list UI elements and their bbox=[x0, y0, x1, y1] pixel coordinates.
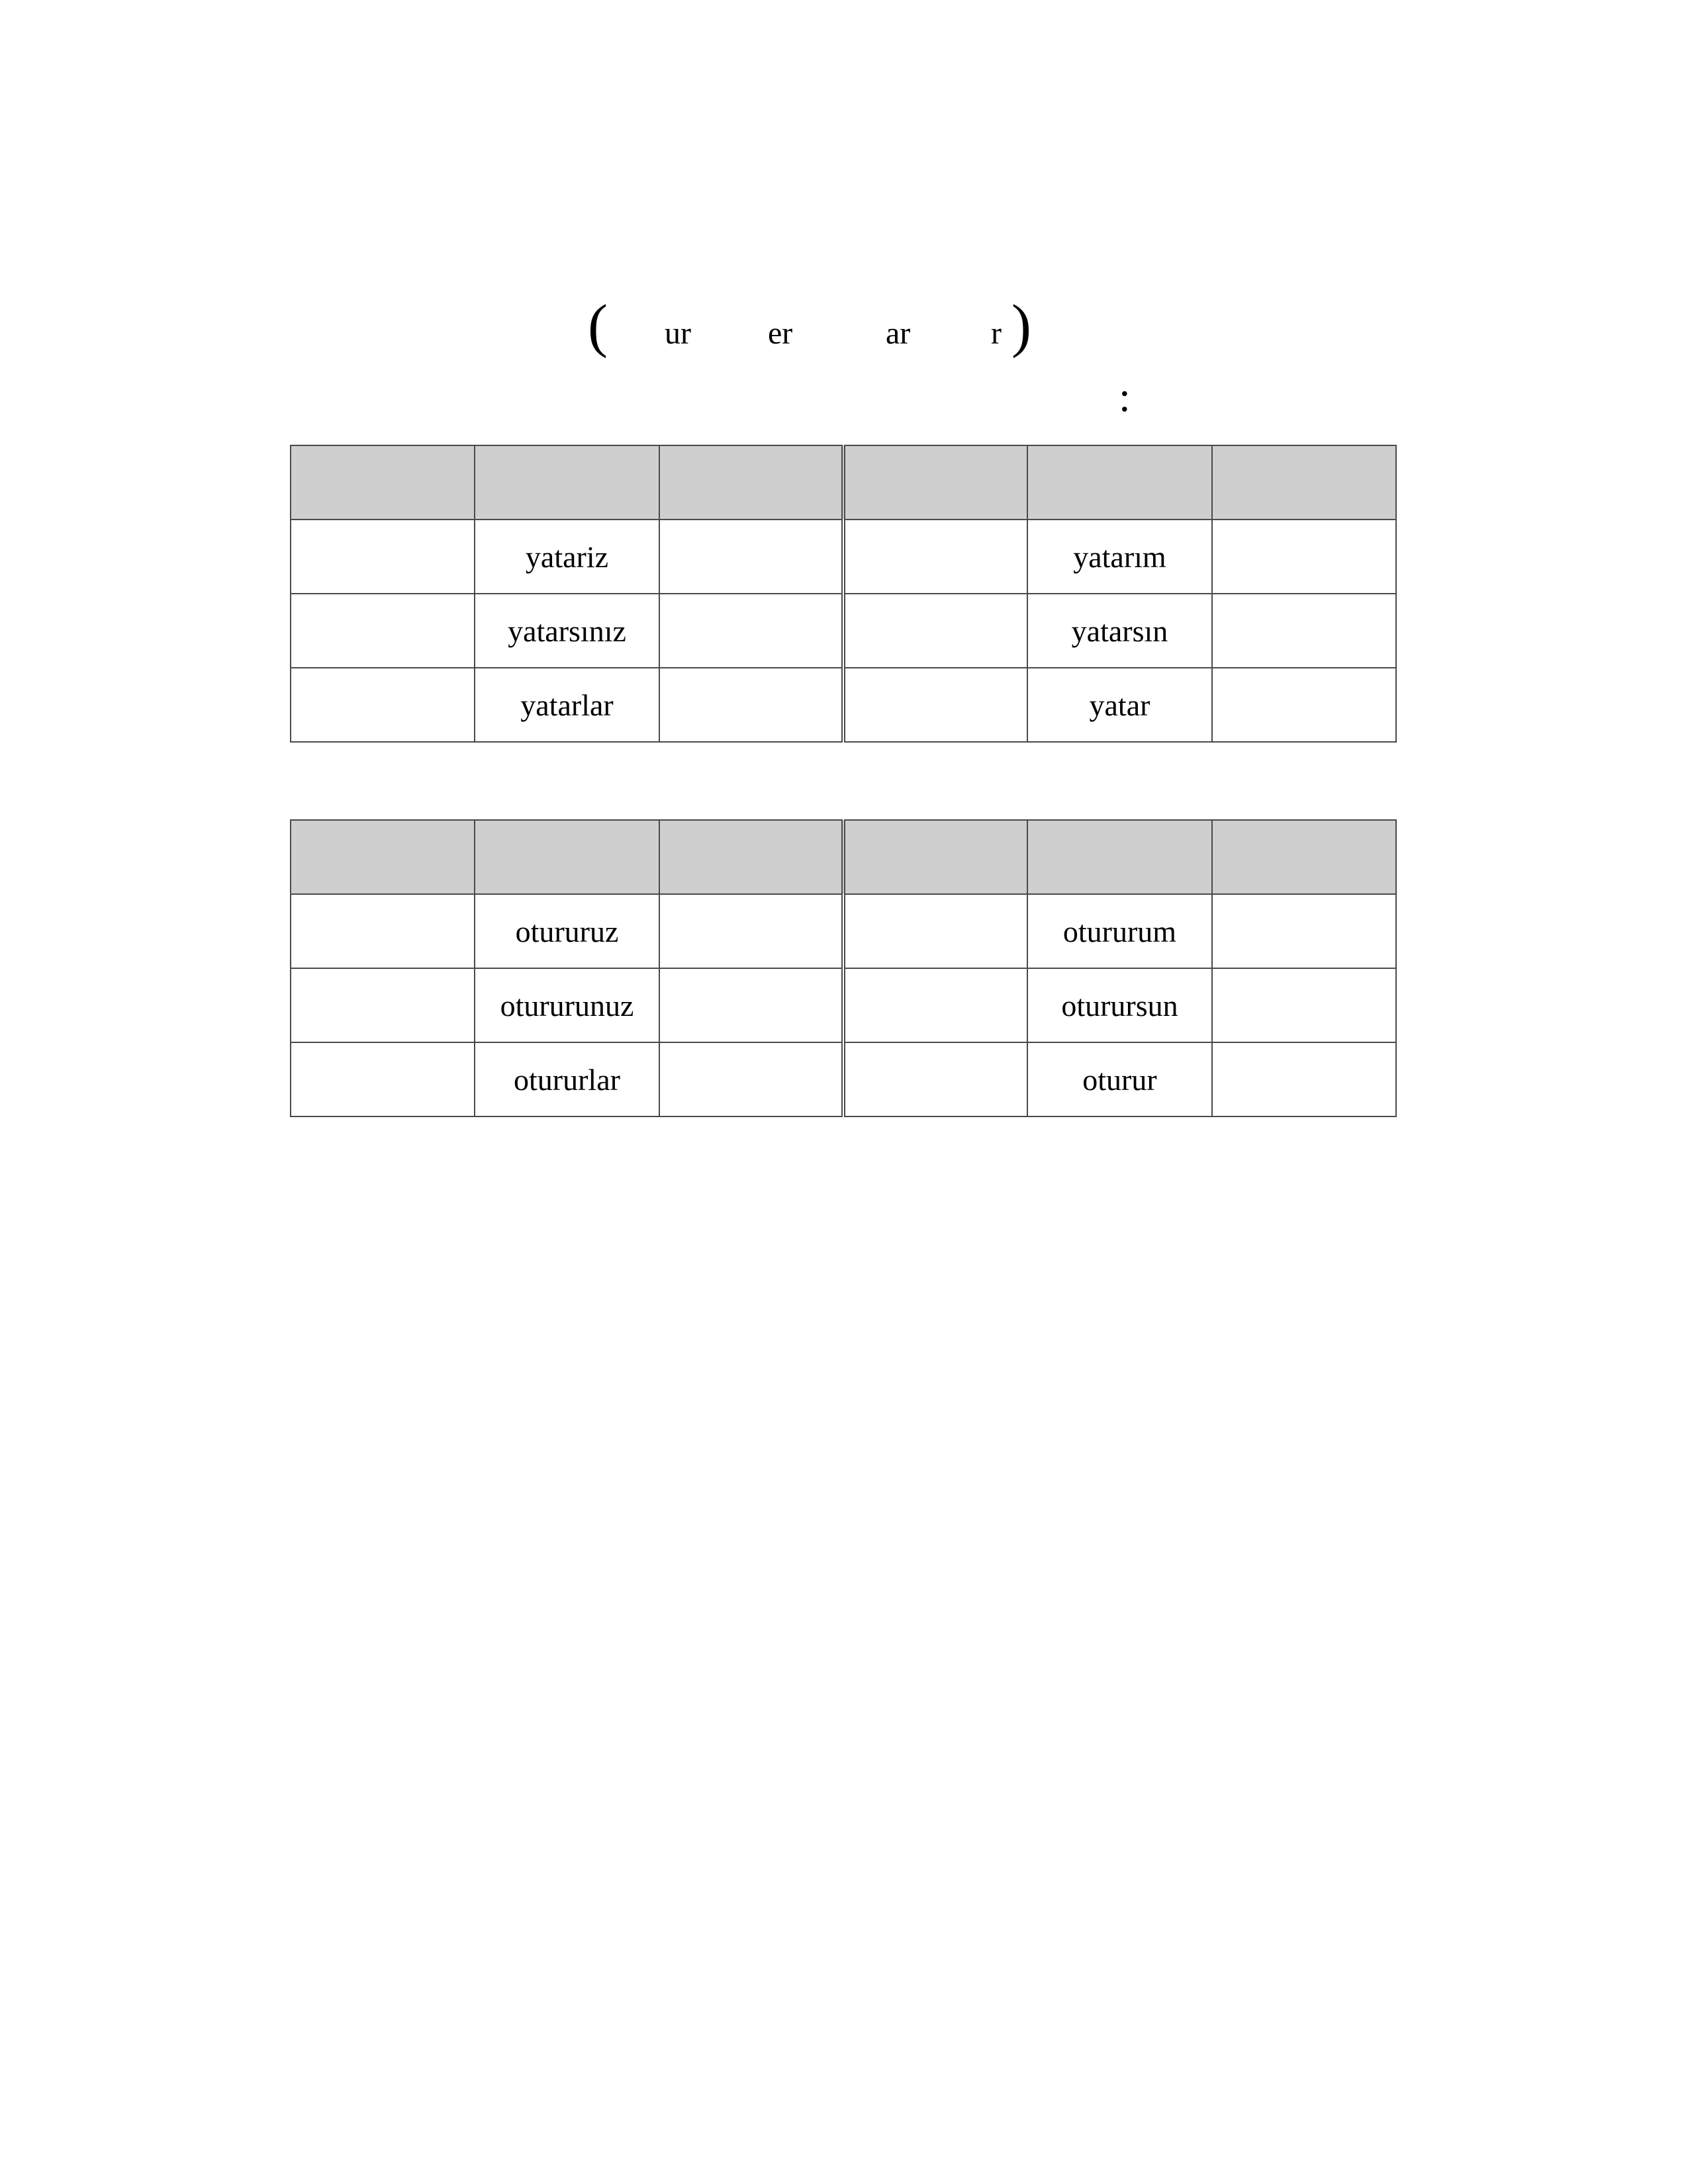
header-cell bbox=[1212, 445, 1396, 520]
header-cell bbox=[291, 820, 475, 894]
table-cell bbox=[1212, 668, 1396, 742]
table-cell bbox=[291, 594, 475, 668]
table-cell bbox=[291, 894, 475, 968]
header-cell bbox=[475, 445, 659, 520]
table-cell bbox=[843, 520, 1027, 594]
plural-form-cell: otururlar bbox=[475, 1042, 659, 1116]
table-cell bbox=[843, 668, 1027, 742]
table-row bbox=[291, 520, 1396, 594]
table-cell bbox=[1212, 894, 1396, 968]
singular-form-cell: yatarım bbox=[1027, 520, 1211, 594]
table-cell bbox=[659, 520, 843, 594]
table-cell bbox=[1212, 968, 1396, 1042]
table-cell bbox=[843, 1042, 1027, 1116]
table-cell bbox=[843, 594, 1027, 668]
open-parenthesis: ( bbox=[588, 293, 608, 359]
header-cell bbox=[1212, 820, 1396, 894]
table-cell bbox=[291, 520, 475, 594]
table-cell bbox=[1212, 594, 1396, 668]
suffix-ur: ur bbox=[665, 316, 691, 351]
conjugation-table-yatmak bbox=[290, 445, 1397, 743]
table-cell bbox=[659, 668, 843, 742]
table-row bbox=[291, 1042, 1396, 1116]
table-cell bbox=[843, 894, 1027, 968]
table-cell bbox=[659, 968, 843, 1042]
header-cell bbox=[659, 820, 843, 894]
plural-form-cell: yatariz bbox=[475, 520, 659, 594]
table-cell bbox=[1212, 1042, 1396, 1116]
header-cell bbox=[1027, 820, 1211, 894]
conjugation-table-oturmak bbox=[290, 819, 1397, 1117]
singular-form-cell: oturur bbox=[1027, 1042, 1211, 1116]
plural-form-cell: otururunuz bbox=[475, 968, 659, 1042]
suffix-ar: ar bbox=[886, 316, 911, 351]
table-header-row bbox=[291, 820, 1396, 894]
colon-mark: : bbox=[1119, 373, 1131, 420]
table-cell bbox=[659, 1042, 843, 1116]
header-cell bbox=[475, 820, 659, 894]
table-cell bbox=[659, 894, 843, 968]
table-row bbox=[291, 668, 1396, 742]
table-cell bbox=[659, 594, 843, 668]
plural-form-cell: yatarlar bbox=[475, 668, 659, 742]
table-cell bbox=[843, 968, 1027, 1042]
close-parenthesis: ) bbox=[1011, 293, 1031, 359]
table-row bbox=[291, 894, 1396, 968]
header-cell bbox=[659, 445, 843, 520]
plural-form-cell: yatarsınız bbox=[475, 594, 659, 668]
plural-form-cell: otururuz bbox=[475, 894, 659, 968]
table-cell bbox=[291, 968, 475, 1042]
header-cell bbox=[291, 445, 475, 520]
singular-form-cell: otururum bbox=[1027, 894, 1211, 968]
suffix-r: r bbox=[991, 316, 1002, 351]
suffix-er: er bbox=[768, 316, 793, 351]
singular-form-cell: yatar bbox=[1027, 668, 1211, 742]
table-row bbox=[291, 594, 1396, 668]
table-cell bbox=[291, 668, 475, 742]
table-row bbox=[291, 968, 1396, 1042]
table-cell bbox=[1212, 520, 1396, 594]
header-cell bbox=[843, 820, 1027, 894]
header-cell bbox=[843, 445, 1027, 520]
header-cell bbox=[1027, 445, 1211, 520]
singular-form-cell: yatarsın bbox=[1027, 594, 1211, 668]
singular-form-cell: oturursun bbox=[1027, 968, 1211, 1042]
table-header-row bbox=[291, 445, 1396, 520]
table-cell bbox=[291, 1042, 475, 1116]
